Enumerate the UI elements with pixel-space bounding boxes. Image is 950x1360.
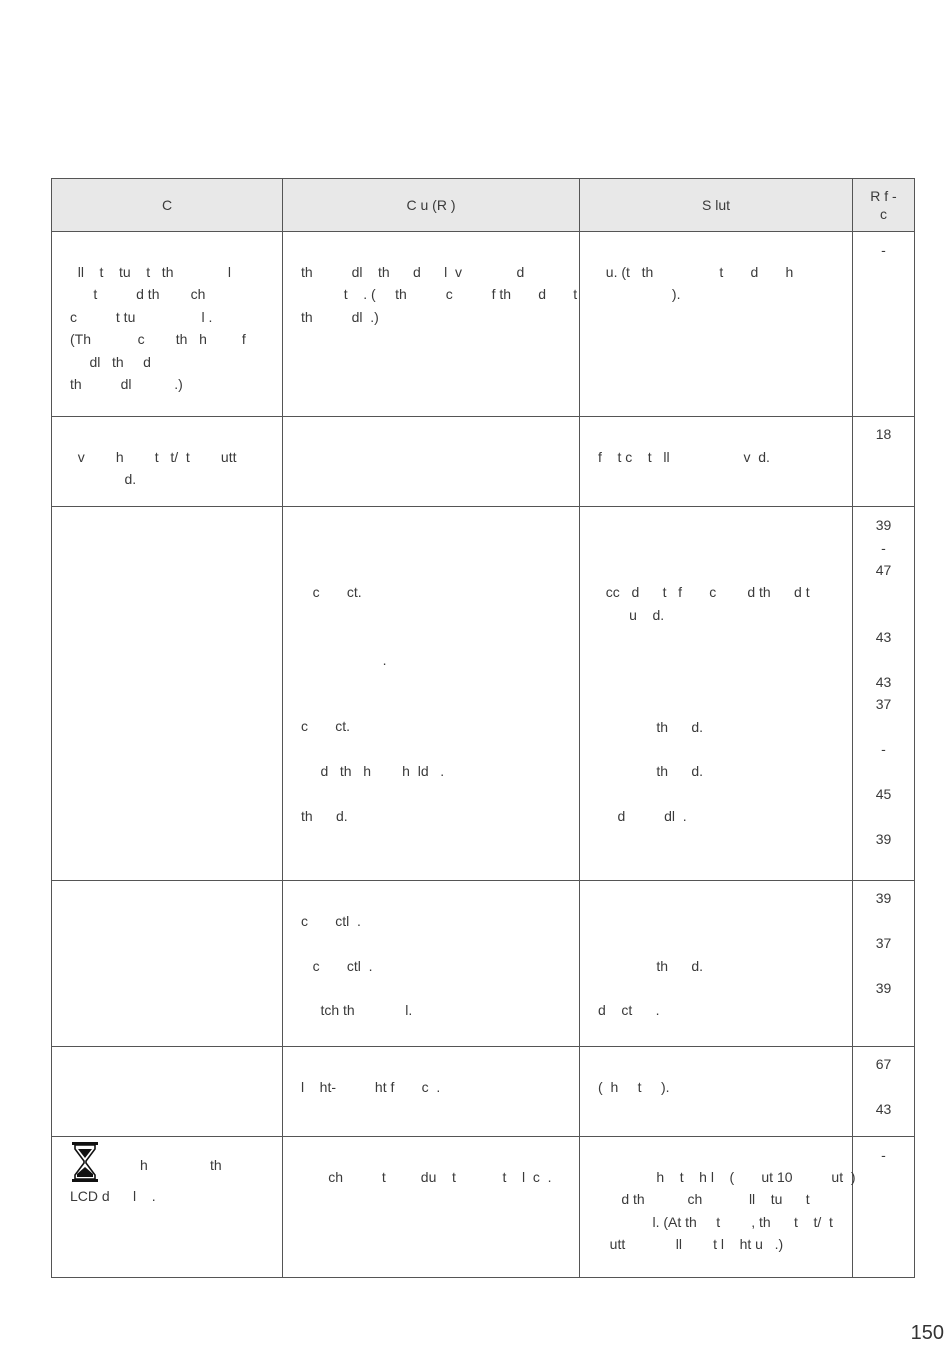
reference-page: - [881,1147,886,1163]
condition-cell [52,417,283,507]
condition-line: LCD d l . [70,1188,156,1204]
cause-line: tch th l. [301,1002,413,1018]
condition-line: dl th d [70,354,151,370]
troubleshooting-table [51,178,915,1278]
header-condition: C [52,179,283,232]
cause-line: . [301,652,387,668]
reference-page: 43 [875,674,892,690]
solution-cell [580,1137,856,1278]
reference-cell [853,507,915,881]
condition-line: c t tu l . [70,309,213,325]
solution-line: d dl . [598,808,687,824]
solution-line: d ct . [598,1002,660,1018]
solution-line: f t c t ll v d. [598,449,770,465]
solution-line: th d. [598,763,704,779]
cause-line: c ctl . [301,913,361,929]
reference-page: 43 [875,629,892,645]
condition-line: ll t tu t th l [70,264,232,280]
cause-line: t . ( th c f th d t [301,286,578,302]
solution-line: l. (At th t , th t t/ t [598,1214,833,1230]
reference-cell [853,232,915,417]
condition-cell [52,1047,283,1137]
header-solution: S lut [580,179,853,232]
header-cause: C u (R ) [283,179,580,232]
reference-page: 18 [875,426,892,442]
table-row [52,1047,915,1137]
condition-line: d. [70,471,137,487]
reference-page: 39 [875,890,892,906]
reference-page: - [881,242,886,258]
solution-line: d th ch ll tu t [598,1191,810,1207]
solution-line: utt ll t l ht u .) [598,1236,784,1252]
solution-line: cc d t f c d th d t [598,584,810,600]
cause-cell [283,417,580,507]
condition-cell [52,232,283,417]
cause-line: c ct. [301,584,362,600]
reference-page: 39 [875,980,892,996]
cause-line: l ht- ht f c . [301,1079,441,1095]
solution-line: h t h l ( ut 10 ut ) [598,1169,856,1185]
solution-cell [580,232,853,417]
reference-cell [853,1137,915,1278]
solution-cell [580,881,853,1047]
cause-cell [283,1047,580,1137]
page-number: 150 [910,1322,944,1344]
reference-cell [853,417,915,507]
reference-page: 37 [875,696,892,712]
table-row [52,1137,915,1278]
condition-line: v h t t/ t utt [70,449,237,465]
header-reference: R f - c [853,179,915,232]
solution-line: ( h t ). [598,1079,670,1095]
solution-cell [580,417,853,507]
solution-cell [580,1047,853,1137]
solution-line: th d. [598,958,704,974]
cause-line: th d. [301,808,348,824]
cause-line: d th h h ld . [301,763,445,779]
reference-page: 43 [875,1101,892,1117]
cause-line: th dl .) [301,309,379,325]
condition-line: th dl .) [70,376,183,392]
cause-line: ch t du t t l c . [301,1169,552,1185]
cause-cell [283,232,580,417]
solution-line: u d. [598,607,665,623]
reference-page: - [881,741,886,757]
table-row [52,507,915,881]
condition-line: h th [70,1157,222,1173]
cause-line: c ctl . [301,958,373,974]
reference-page: 37 [875,935,892,951]
table-header-row [52,179,915,232]
cause-cell [283,1137,580,1278]
condition-line: t d th ch [70,286,206,302]
cause-line: th dl th d l v d [301,264,525,280]
reference-page: 45 [875,786,892,802]
solution-line: ). [598,286,681,302]
reference-page: - [881,540,886,556]
condition-cell [52,507,283,881]
reference-cell [853,1047,915,1137]
reference-page: 39 [875,831,892,847]
reference-cell [853,881,915,1047]
cause-line: c ct. [301,718,351,734]
solution-cell [580,507,853,881]
table-row [52,881,915,1047]
solution-line: th d. [598,719,704,735]
table-row [52,232,915,417]
solution-line: u. (t th t d h [598,264,794,280]
condition-line: (Th c th h f [70,331,246,347]
cause-cell [283,881,580,1047]
reference-page: 47 [875,562,892,578]
condition-cell [52,881,283,1047]
cause-cell [283,507,580,881]
reference-page: 67 [875,1056,892,1072]
condition-cell [52,1137,283,1278]
reference-page: 39 [875,517,892,533]
table-row [52,417,915,507]
